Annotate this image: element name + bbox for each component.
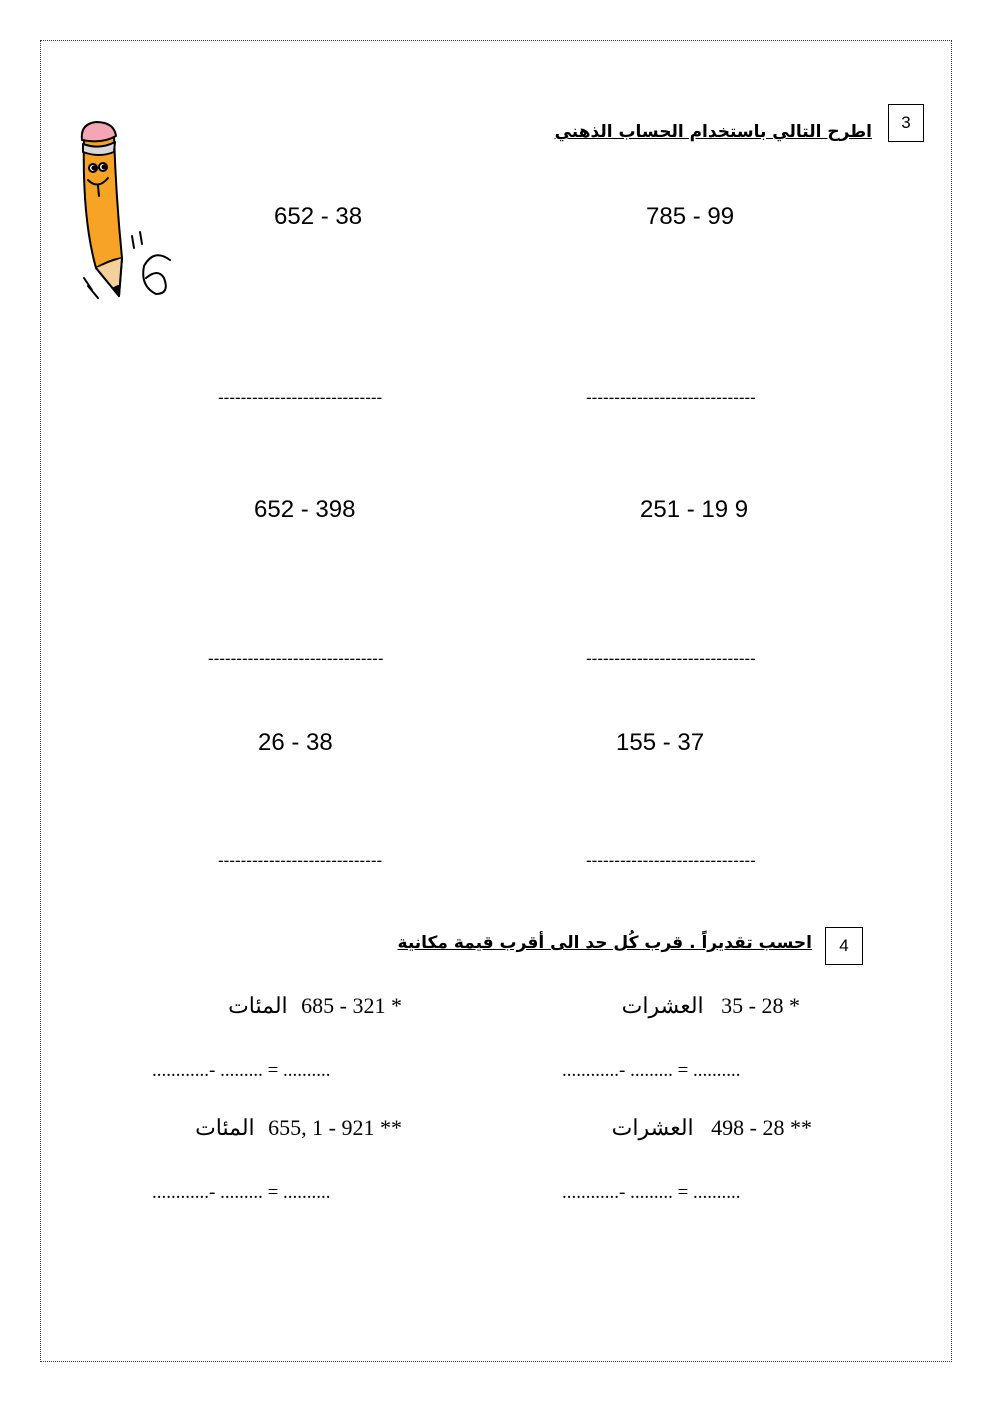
- question-number-box: [825, 927, 863, 965]
- answer-line: -----------------------------: [218, 851, 383, 870]
- question-number-box: [888, 104, 924, 142]
- answer-line: -------------------------------: [208, 649, 384, 668]
- estimate-expression: ** 28 - 498: [711, 1115, 812, 1140]
- question-number: 3: [901, 113, 911, 132]
- problem-expression: 785 - 99: [646, 203, 735, 230]
- problem-expression: 251 - 19 9: [640, 496, 749, 523]
- estimate-problem: [612, 1115, 812, 1141]
- problem-expression: 652 - 398: [254, 496, 356, 523]
- pencil-icon: [74, 118, 178, 306]
- estimate-answer: ............- ......... = ..........: [562, 1060, 741, 1081]
- estimate-expression: ** 921 - 1 ,655: [268, 1115, 402, 1140]
- estimate-problem: [195, 1115, 402, 1141]
- problem-expression: 155 - 37: [616, 729, 705, 756]
- estimate-problem: [622, 993, 800, 1019]
- answer-line: ------------------------------: [586, 851, 756, 870]
- place-value-label: العشرات: [611, 1115, 694, 1140]
- place-value-label: المئات: [228, 993, 288, 1018]
- place-value-label: العشرات: [621, 993, 704, 1018]
- estimate-problem: [228, 993, 402, 1019]
- question-number: 4: [839, 936, 849, 955]
- estimate-answer: ............- ......... = ..........: [152, 1060, 331, 1081]
- estimate-expression: * 28 - 35: [721, 993, 800, 1018]
- answer-line: ------------------------------: [586, 388, 756, 407]
- estimate-answer: ............- ......... = ..........: [152, 1182, 331, 1203]
- section-title: احسب تقديراً . قرب كُل حد الى أقرب قيمة مكانية: [397, 933, 812, 953]
- answer-line: -----------------------------: [218, 388, 383, 407]
- problem-expression: 652 - 38: [274, 203, 363, 230]
- section-title: اطرح التالي باستخدام الحساب الذهني: [554, 122, 872, 142]
- place-value-label: المئات: [195, 1115, 255, 1140]
- estimate-answer: ............- ......... = ..........: [562, 1182, 741, 1203]
- answer-line: ------------------------------: [586, 649, 756, 668]
- estimate-expression: * 321 - 685: [301, 993, 402, 1018]
- problem-expression: 26 - 38: [258, 729, 333, 756]
